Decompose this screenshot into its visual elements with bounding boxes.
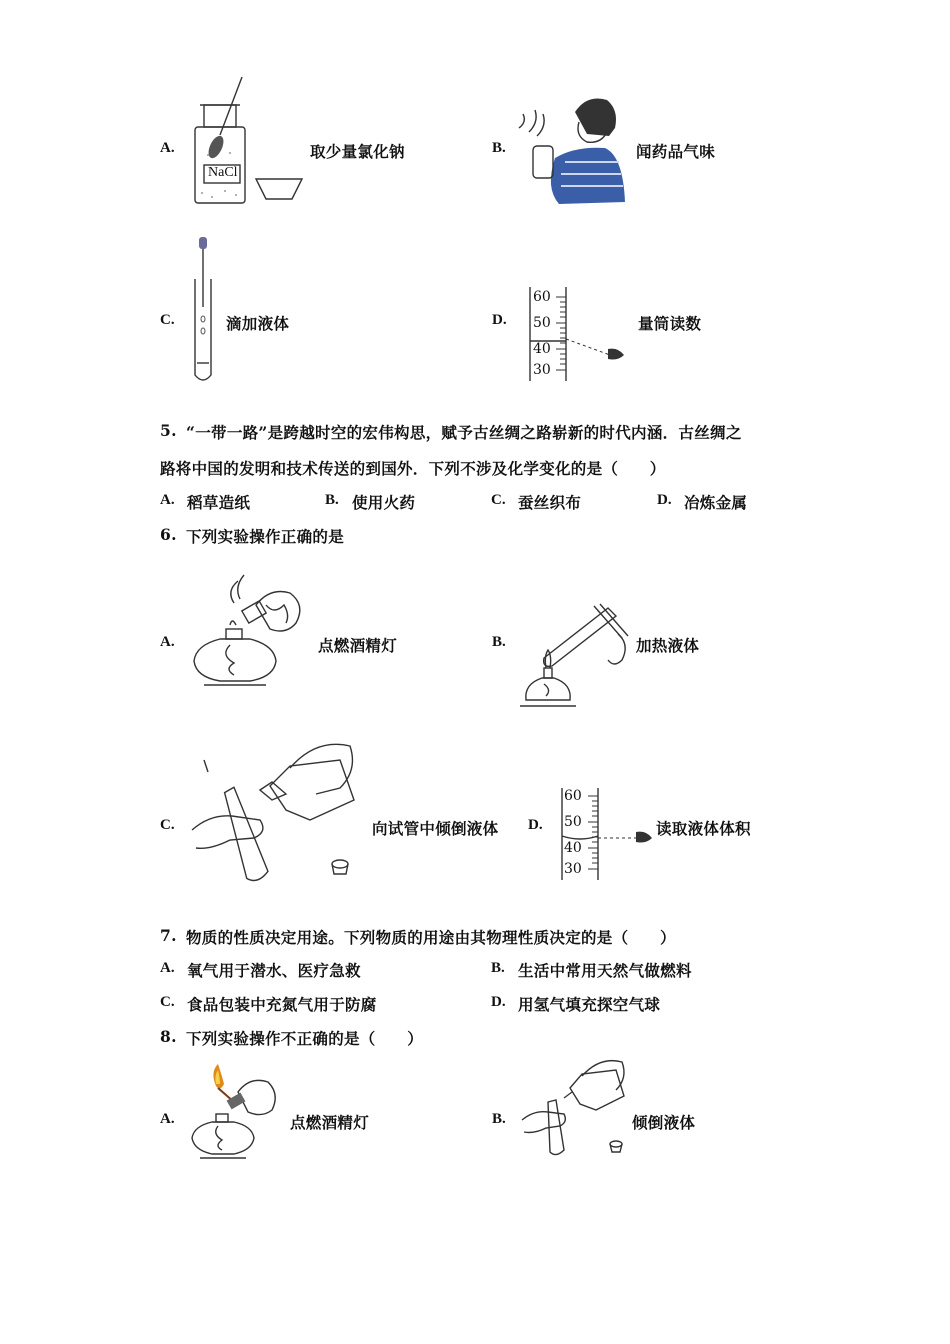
nacl-bottle-spoon-icon [190, 75, 310, 210]
q5-option-a-text: 稻草造纸 [187, 493, 251, 512]
q6-option-a-text: 点燃酒精灯 [318, 636, 398, 655]
q7-number: 7. [160, 926, 177, 945]
q7-option-c-text: 食品包装中充氮气用于防腐 [187, 995, 377, 1014]
q6-option-d-text: 读取液体体积 [656, 819, 751, 838]
q4-option-b-text: 闻药品气味 [636, 142, 716, 161]
q7-option-c-label: C. [160, 994, 175, 1010]
q8-stem: 下列实验操作不正确的是（ ） [186, 1029, 424, 1048]
q6-option-c-text: 向试管中倾倒液体 [372, 819, 499, 838]
q6-option-d-label: D. [528, 817, 543, 833]
q5-option-b-text: 使用火药 [352, 493, 416, 512]
q5-option-c-label: C. [491, 492, 506, 508]
q6-tick-30: 30 [564, 861, 582, 877]
q4-tick-30: 30 [533, 362, 551, 378]
pouring-liquid-icon [520, 1058, 635, 1158]
q5-option-d-text: 冶炼金属 [684, 493, 748, 512]
q4-tick-50: 50 [533, 315, 551, 331]
q5-option-c-text: 蚕丝织布 [518, 493, 582, 512]
q7-option-a-label: A. [160, 960, 175, 976]
heating-liquid-test-tube-icon [518, 598, 638, 710]
q6-option-b-label: B. [492, 634, 506, 650]
q6-number: 6. [160, 525, 177, 544]
q4-option-b-label: B. [492, 140, 506, 156]
q8-option-a-text: 点燃酒精灯 [290, 1113, 370, 1132]
q4-option-d-label: D. [492, 312, 507, 328]
q7-option-d-label: D. [491, 994, 506, 1010]
lighting-alcohol-lamp-match-icon [188, 1062, 283, 1162]
q6-stem: 下列实验操作正确的是 [186, 527, 345, 546]
q4-option-c-label: C. [160, 312, 175, 328]
q8-number: 8. [160, 1027, 177, 1046]
q5-number: 5. [160, 421, 177, 440]
q5-option-d-label: D. [657, 492, 672, 508]
pouring-liquid-into-test-tube-icon [190, 740, 370, 885]
q4-tick-60: 60 [533, 289, 551, 305]
q7-option-d-text: 用氢气填充探空气球 [518, 995, 661, 1014]
q7-option-b-label: B. [491, 960, 505, 976]
q6-option-b-text: 加热液体 [636, 636, 700, 655]
q4-option-d-text: 量筒读数 [638, 314, 702, 333]
nacl-bottle-label: NaCl [208, 165, 238, 180]
dropper-test-tube-icon [185, 235, 225, 385]
q4-option-a-label: A. [160, 140, 175, 156]
q8-option-a-label: A. [160, 1111, 175, 1127]
q6-tick-50: 50 [564, 814, 582, 830]
q5-stem-line2: 路将中国的发明和技术传送的到国外．下列不涉及化学变化的是（ ） [160, 459, 666, 478]
q6-option-a-label: A. [160, 634, 175, 650]
q6-tick-60: 60 [564, 788, 582, 804]
q7-option-b-text: 生活中常用天然气做燃料 [518, 961, 692, 980]
q6-option-c-label: C. [160, 817, 175, 833]
q4-tick-40: 40 [533, 341, 551, 357]
q5-stem-line1: “一带一路”是跨越时空的宏伟构思，赋予古丝绸之路崭新的时代内涵．古丝绸之 [186, 423, 742, 442]
q8-option-b-label: B. [492, 1111, 506, 1127]
q7-stem: 物质的性质决定用途。下列物质的用途由其物理性质决定的是（ ） [186, 928, 676, 947]
q4-option-a-text: 取少量氯化钠 [310, 142, 405, 161]
q5-option-a-label: A. [160, 492, 175, 508]
q8-option-b-text: 倾倒液体 [632, 1113, 696, 1132]
smelling-chemical-icon [515, 92, 630, 207]
lighting-alcohol-lamp-with-lamp-icon [190, 565, 310, 695]
q4-option-c-text: 滴加液体 [226, 314, 290, 333]
q7-option-a-text: 氧气用于潜水、医疗急救 [187, 961, 361, 980]
q5-option-b-label: B. [325, 492, 339, 508]
q6-tick-40: 40 [564, 840, 582, 856]
